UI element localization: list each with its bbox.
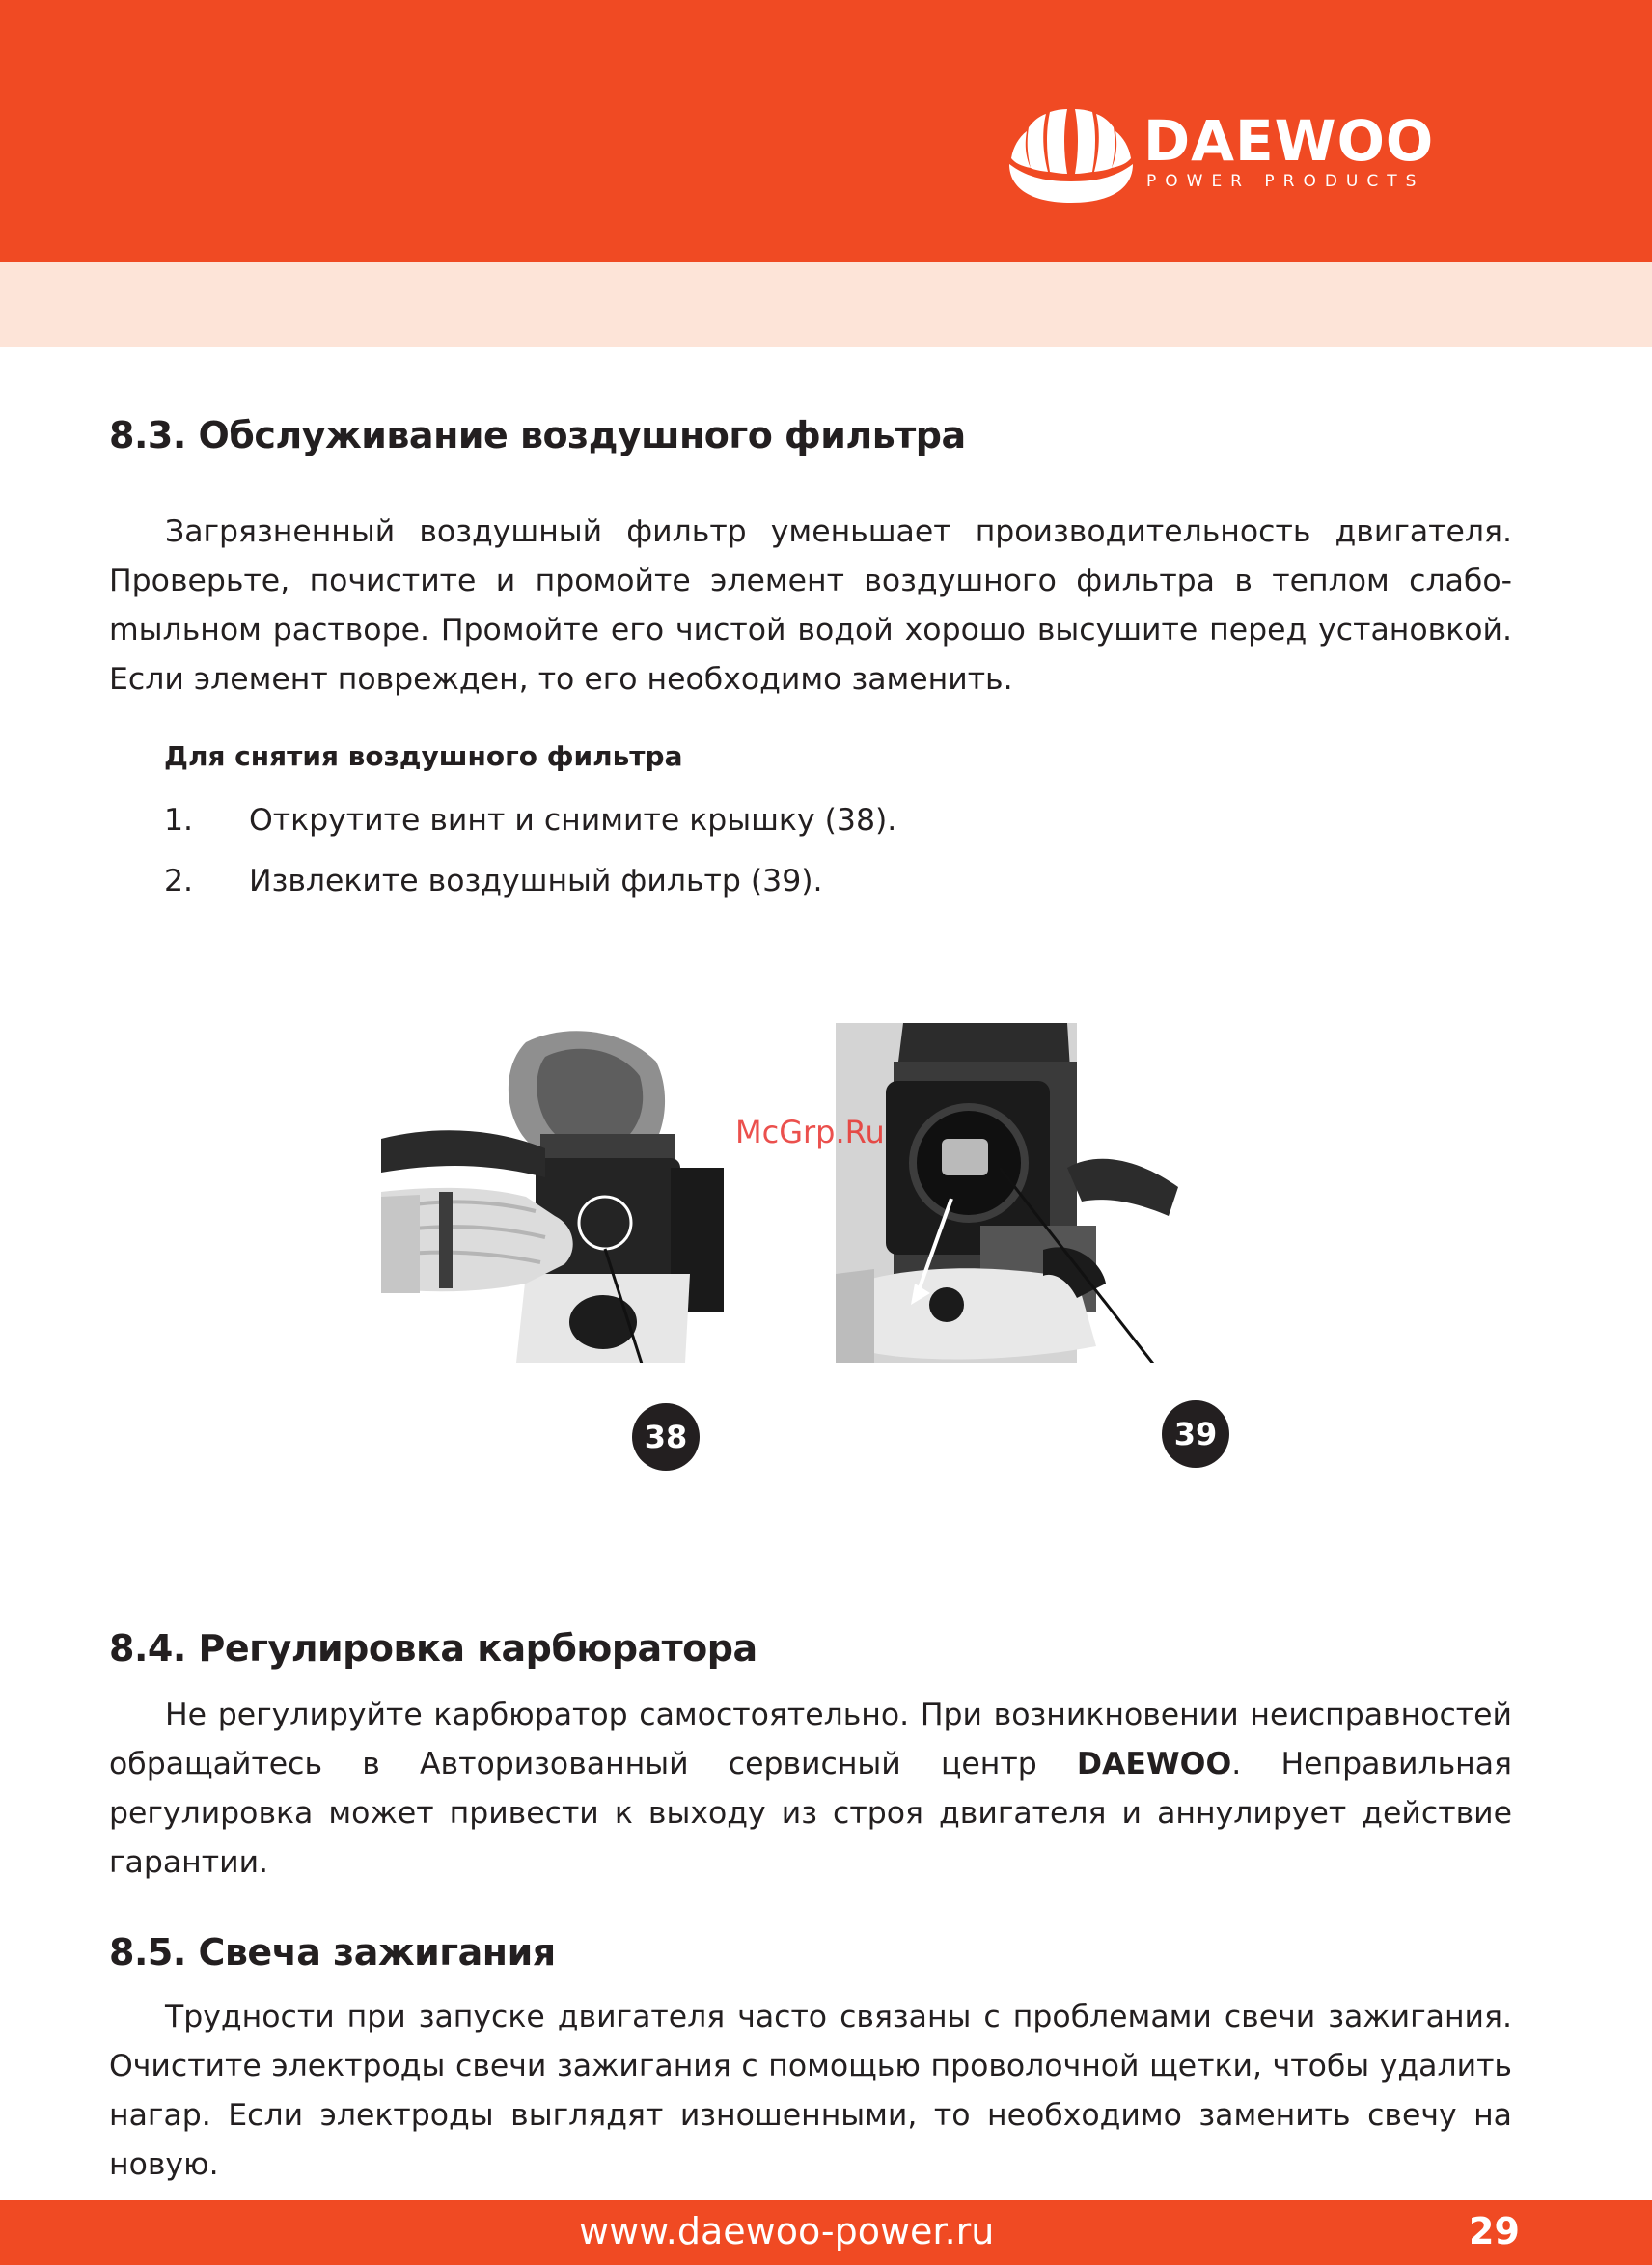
- callout-badge-38: 38: [632, 1403, 700, 1471]
- photo-air-filter: [836, 1023, 1193, 1363]
- list-item-step-2: [164, 860, 823, 902]
- watermark: McGrp.Ru: [735, 1114, 885, 1150]
- paragraph-carburetor-text-1: Не регулируйте карбюратор самостоятельно. При возникновении неисправностей обращайтесь в Авторизованный сервисный центр: [109, 1698, 1512, 1782]
- photo-cover-removal: [381, 1023, 730, 1363]
- paragraph-carburetor-text-2: . Неправильная регулировка может привести к выходу из строя двигателя и аннулирует действие гарантии.: [109, 1747, 1512, 1880]
- section-title-air-filter: 8.3. Обслуживание воздушного фильтра: [109, 414, 966, 456]
- step-text: Извлеките воздушный фильтр (39).: [249, 864, 823, 898]
- subheading-filter-removal: Для снятия воздушного фильтра: [164, 740, 683, 772]
- section-title-carburetor: 8.4. Регулировка карбюратора: [109, 1627, 757, 1670]
- step-text: Открутите винт и снимите крышку (38).: [249, 803, 897, 838]
- page-number: 29: [1469, 2210, 1520, 2252]
- step-number: 1.: [164, 803, 194, 838]
- brand-name: DAEWOO: [1143, 108, 1435, 174]
- step-number: 2.: [164, 864, 194, 898]
- list-item-step-1: [164, 799, 896, 842]
- daewoo-fan-logo-icon: [1004, 108, 1139, 205]
- paragraph-spark-plug: Трудности при запуске двигателя часто связаны с проблемами свечи зажигания. Очистите электроды свечи зажигания с помощью проволочной щетки, чтобы удалить нагар. Если электроды выглядят изношенными, то необходимо заменить свечу на новую.: [109, 2000, 1512, 2182]
- section-title-spark-plug: 8.5. Свеча зажигания: [109, 1931, 556, 1974]
- brand-inline: DAEWOO: [1076, 1747, 1232, 1782]
- brand-tagline: POWER PRODUCTS: [1146, 172, 1425, 191]
- subheader-band: [0, 262, 1652, 347]
- brand-logo: [1004, 108, 1486, 205]
- paragraph-carburetor: [109, 1691, 1512, 1888]
- paragraph-air-filter: Загрязненный воздушный фильтр уменьшает производительность двигателя. Проверьте, почистите и промойте элемент воздушного фильтра в теплом слабоmыльном растворе. Промойте его чистой водой хорошо высушите перед установкой. Если элемент поврежден, то его необходимо заменить.: [109, 514, 1512, 697]
- callout-badge-39: 39: [1162, 1400, 1229, 1468]
- footer-website-link[interactable]: www.daewoo-power.ru: [579, 2210, 995, 2252]
